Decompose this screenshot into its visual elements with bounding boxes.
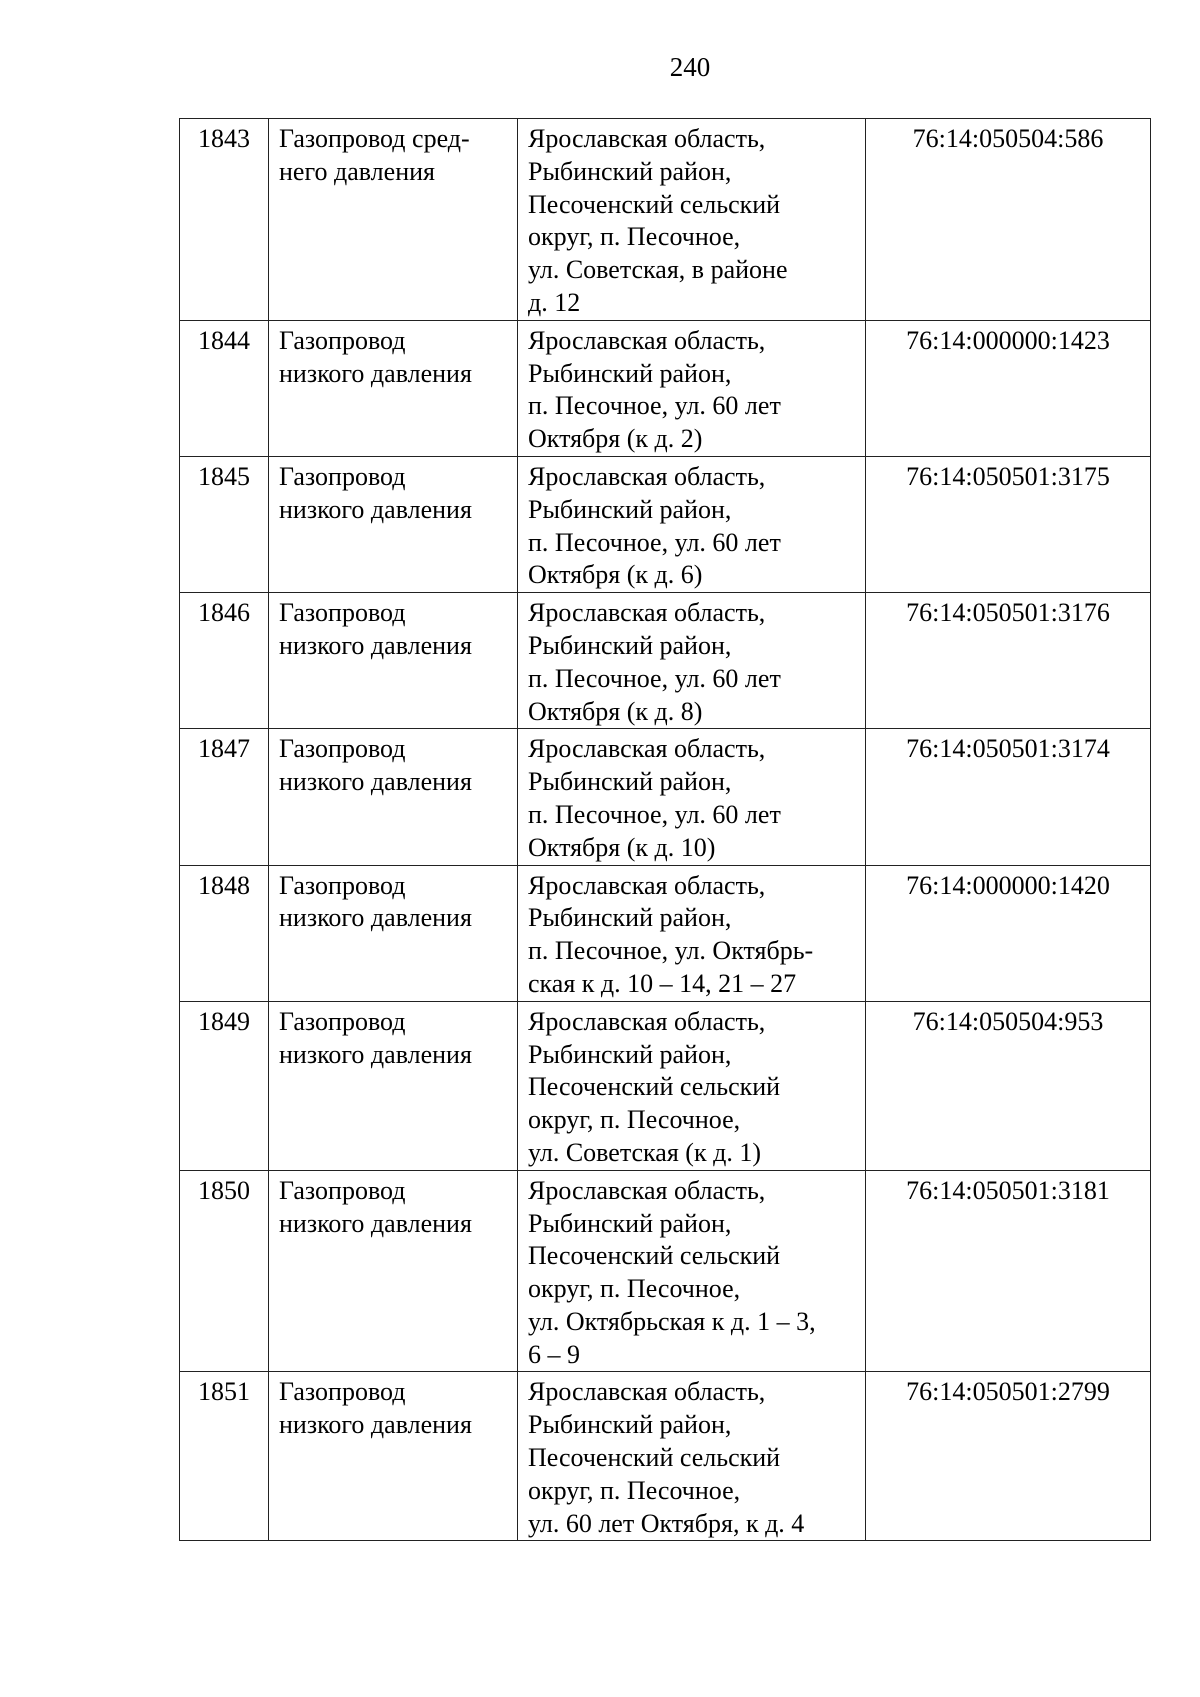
page-number: 240: [669, 52, 711, 82]
object-address: Ярославская область, Рыбинский район, п. Песочное, ул. 60 лет Октября (к д. 2): [518, 320, 866, 456]
cadastral-number: 76:14:000000:1420: [866, 865, 1151, 1001]
object-name: Газопровод низкого давления: [269, 1372, 518, 1541]
table-row: [180, 865, 1151, 1001]
object-name: Газопровод низкого давления: [269, 593, 518, 729]
object-address: Ярославская область, Рыбинский район, п. Песочное, ул. 60 лет Октября (к д. 6): [518, 456, 866, 592]
object-name: Газопровод низкого давления: [269, 865, 518, 1001]
table-row: [180, 1372, 1151, 1541]
row-number: 1850: [180, 1170, 269, 1372]
row-number: 1848: [180, 865, 269, 1001]
cadastral-number: 76:14:050504:953: [866, 1001, 1151, 1170]
cadastral-number: 76:14:050501:3174: [866, 729, 1151, 865]
row-number: 1849: [180, 1001, 269, 1170]
row-number: 1851: [180, 1372, 269, 1541]
object-address: Ярославская область, Рыбинский район, Песоченский сельский округ, п. Песочное, ул. Советская, в районе д. 12: [518, 119, 866, 321]
object-address: Ярославская область, Рыбинский район, Песоченский сельский округ, п. Песочное, ул. Советская (к д. 1): [518, 1001, 866, 1170]
cadastral-number: 76:14:050501:3181: [866, 1170, 1151, 1372]
object-name: Газопровод низкого давления: [269, 1170, 518, 1372]
object-address: Ярославская область, Рыбинский район, Песоченский сельский округ, п. Песочное, ул. 60 лет Октября, к д. 4: [518, 1372, 866, 1541]
row-number: 1843: [180, 119, 269, 321]
object-address: Ярославская область, Рыбинский район, п. Песочное, ул. 60 лет Октября (к д. 10): [518, 729, 866, 865]
object-name: Газопровод низкого давления: [269, 1001, 518, 1170]
table-row: [180, 119, 1151, 321]
object-name: Газопровод низкого давления: [269, 456, 518, 592]
table-row: [180, 320, 1151, 456]
object-name: Газопровод низкого давления: [269, 320, 518, 456]
cadastral-number: 76:14:050501:2799: [866, 1372, 1151, 1541]
registry-table: [179, 118, 1151, 1541]
table-row: [180, 456, 1151, 592]
cadastral-number: 76:14:050501:3175: [866, 456, 1151, 592]
table-row: [180, 1001, 1151, 1170]
object-address: Ярославская область, Рыбинский район, п. Песочное, ул. Октябрь- ская к д. 10 – 14, 21 – 27: [518, 865, 866, 1001]
table-row: [180, 1170, 1151, 1372]
table-row: [180, 593, 1151, 729]
object-name: Газопровод сред- него давления: [269, 119, 518, 321]
row-number: 1845: [180, 456, 269, 592]
object-address: Ярославская область, Рыбинский район, Песоченский сельский округ, п. Песочное, ул. Октябрьская к д. 1 – 3, 6 – 9: [518, 1170, 866, 1372]
object-name: Газопровод низкого давления: [269, 729, 518, 865]
row-number: 1844: [180, 320, 269, 456]
cadastral-number: 76:14:000000:1423: [866, 320, 1151, 456]
row-number: 1847: [180, 729, 269, 865]
cadastral-number: 76:14:050504:586: [866, 119, 1151, 321]
table-row: [180, 729, 1151, 865]
row-number: 1846: [180, 593, 269, 729]
object-address: Ярославская область, Рыбинский район, п. Песочное, ул. 60 лет Октября (к д. 8): [518, 593, 866, 729]
cadastral-number: 76:14:050501:3176: [866, 593, 1151, 729]
